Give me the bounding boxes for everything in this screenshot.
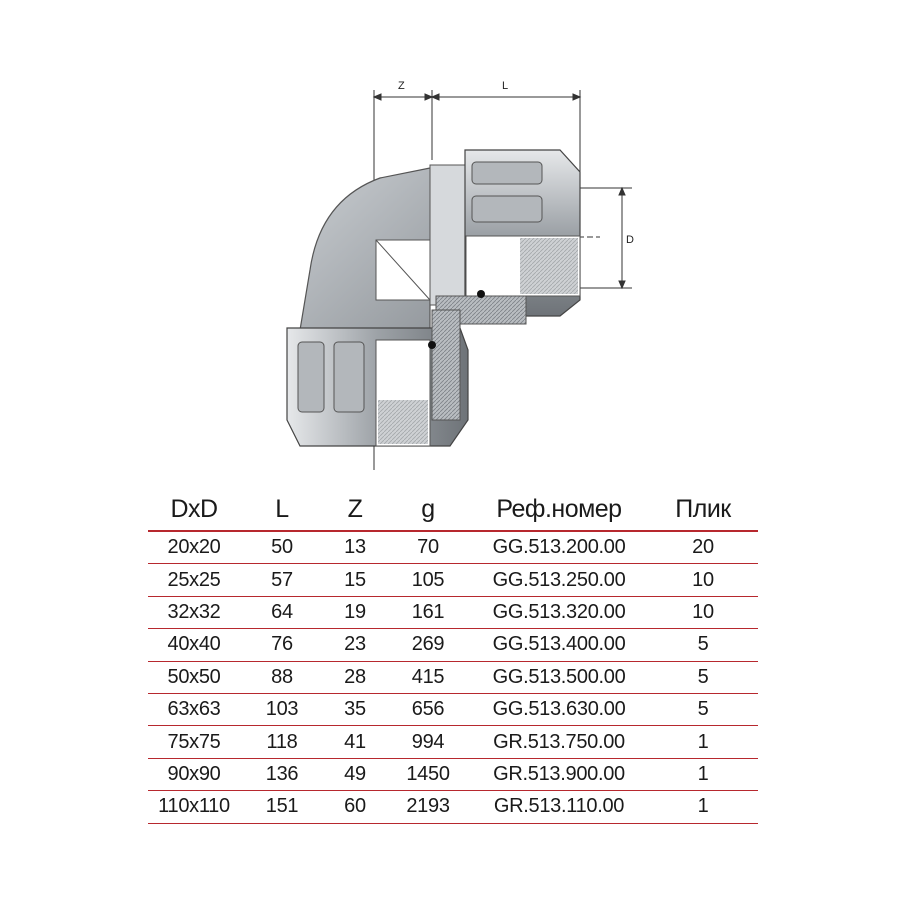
cell-g: 161	[411, 600, 445, 623]
cell-dxd: 90x90	[167, 762, 221, 785]
horizontal-nut	[430, 150, 580, 324]
cell-g: 2193	[406, 795, 450, 818]
cell-z: 19	[344, 600, 366, 623]
header-ref-number: Реф.номер	[496, 494, 622, 523]
cell-pack: 1	[697, 730, 709, 753]
cell-l: 88	[271, 665, 293, 688]
cell-ref-number: GR.513.110.00	[493, 795, 625, 818]
cell-l: 136	[265, 762, 299, 785]
header-g: g	[421, 494, 435, 523]
cell-l: 76	[271, 633, 293, 656]
cell-l: 64	[271, 600, 293, 623]
cell-g: 105	[411, 568, 445, 591]
table-row	[148, 531, 758, 564]
cell-pack: 20	[692, 536, 714, 559]
cell-l: 151	[265, 795, 299, 818]
cell-dxd: 40x40	[167, 633, 221, 656]
table-row	[148, 596, 758, 628]
cell-l: 57	[271, 568, 293, 591]
cell-g: 415	[411, 665, 445, 688]
dim-l-label: L	[502, 80, 509, 92]
cell-dxd: 63x63	[167, 698, 221, 721]
spec-table	[148, 488, 758, 824]
cell-pack: 5	[697, 698, 709, 721]
cell-dxd: 20x20	[167, 536, 221, 559]
cell-ref-number: GG.513.250.00	[492, 568, 626, 591]
cell-pack: 1	[697, 795, 709, 818]
cell-ref-number: GG.513.400.00	[492, 633, 626, 656]
table-row	[148, 564, 758, 596]
cell-dxd: 50x50	[167, 665, 221, 688]
cell-dxd: 75x75	[167, 730, 221, 753]
cell-z: 49	[344, 762, 366, 785]
cell-pack: 5	[697, 665, 709, 688]
cell-z: 35	[344, 698, 366, 721]
cell-l: 103	[265, 698, 299, 721]
cell-l: 118	[266, 730, 298, 753]
header-z: Z	[347, 494, 363, 523]
dim-d-label: D	[626, 234, 634, 246]
cell-g: 70	[417, 536, 439, 559]
dim-z-label: Z	[398, 80, 405, 92]
header-pack: Плик	[675, 494, 731, 523]
cell-g: 269	[411, 633, 445, 656]
cell-dxd: 110x110	[158, 795, 230, 818]
cell-z: 23	[344, 633, 366, 656]
cell-g: 994	[411, 730, 445, 753]
cell-ref-number: GG.513.500.00	[492, 665, 626, 688]
table-row	[148, 726, 758, 758]
cell-ref-number: GG.513.320.00	[492, 600, 626, 623]
cell-pack: 10	[692, 568, 714, 591]
cell-ref-number: GG.513.630.00	[492, 698, 626, 721]
table-row	[148, 791, 758, 823]
cell-dxd: 32x32	[167, 600, 221, 623]
header-dxd: DxD	[170, 494, 218, 523]
cell-dxd: 25x25	[167, 568, 221, 591]
cell-z: 41	[344, 730, 366, 753]
table-row	[148, 758, 758, 790]
cell-z: 13	[344, 536, 366, 559]
vertical-nut	[287, 310, 468, 470]
cell-ref-number: GG.513.200.00	[492, 536, 626, 559]
cell-g: 656	[411, 698, 445, 721]
table-header-row	[148, 488, 758, 531]
cell-pack: 5	[697, 633, 709, 656]
table-row	[148, 693, 758, 725]
cell-ref-number: GR.513.750.00	[493, 730, 625, 753]
table-body	[148, 531, 758, 823]
cell-ref-number: GR.513.900.00	[493, 762, 625, 785]
cell-z: 60	[344, 795, 366, 818]
table-row	[148, 661, 758, 693]
cell-pack: 1	[697, 762, 709, 785]
cell-pack: 10	[692, 600, 714, 623]
cell-g: 1450	[406, 762, 450, 785]
cell-z: 28	[344, 665, 366, 688]
table-row	[148, 629, 758, 661]
cell-z: 15	[344, 568, 366, 591]
cell-l: 50	[271, 536, 293, 559]
header-l: L	[275, 494, 289, 523]
